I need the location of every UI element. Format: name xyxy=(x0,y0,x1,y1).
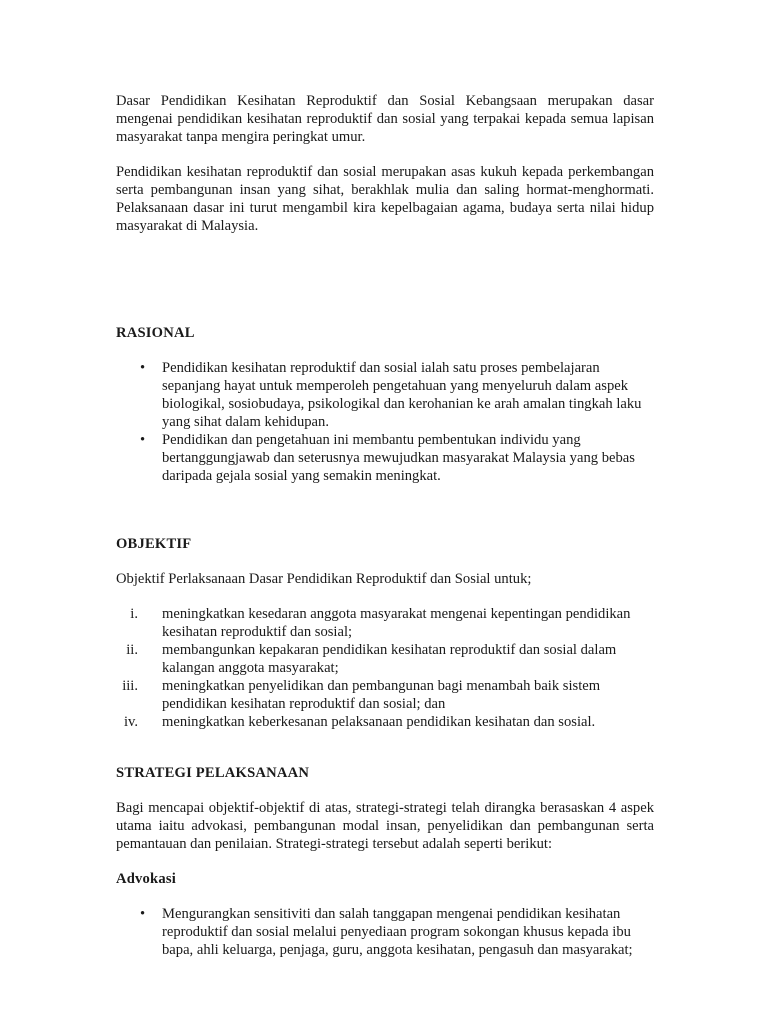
list-item xyxy=(116,605,654,641)
rasional-heading: RASIONAL xyxy=(116,325,195,341)
document-page xyxy=(116,92,654,959)
strategi-heading: STRATEGI PELAKSANAAN xyxy=(116,765,310,781)
list-item xyxy=(116,431,654,485)
advokasi-list xyxy=(116,905,654,959)
list-item xyxy=(116,905,654,959)
intro-paragraph-1: Dasar Pendidikan Kesihatan Reproduktif dan Sosial Kebangsaan merupakan dasar mengenai pendidikan kesihatan reproduktif dan sosial yang terpakai kepada semua lapisan masyarakat tanpa mengira peringkat umur. xyxy=(116,93,654,145)
list-item-text: Pendidikan dan pengetahuan ini membantu pembentukan individu yang bertanggungjawab dan seterusnya mewujudkan masyarakat Malaysia yang bebas daripada gejala sosial yang semakin meningkat. xyxy=(162,432,635,484)
list-item xyxy=(116,677,654,713)
advokasi-subheading: Advokasi xyxy=(116,871,176,887)
list-item-text: meningkatkan penyelidikan dan pembangunan bagi menambah baik sistem pendidikan kesihatan reproduktif dan sosial; dan xyxy=(162,678,601,712)
list-item xyxy=(116,713,654,731)
list-item-text: Pendidikan kesihatan reproduktif dan sosial ialah satu proses pembelajaran sepanjang hayat untuk memperoleh pengetahuan yang menyeluruh dalam aspek biologikal, sosiobudaya, psikologikal dan kerohanian ke arah amalan tingkah laku yang sihat dalam kehidupan. xyxy=(162,360,642,430)
list-item xyxy=(116,359,654,431)
strategi-intro: Bagi mencapai objektif-objektif di atas, strategi-strategi telah dirangka berasaskan 4 aspek utama iaitu advokasi, pembangunan modal insan, penyelidikan dan pembangunan serta pemantauan dan penilaian. Strategi-strategi tersebut adalah seperti berikut: xyxy=(116,800,654,852)
intro-paragraph-2: Pendidikan kesihatan reproduktif dan sosial merupakan asas kukuh kepada perkembangan serta pembangunan insan yang sihat, berakhlak mulia dan saling hormat-menghormati. Pelaksanaan dasar ini turut mengambil kira kepelbagaian agama, budaya serta nilai hidup masyarakat di Malaysia. xyxy=(116,164,654,234)
list-item-text: meningkatkan kesedaran anggota masyarakat mengenai kepentingan pendidikan kesihatan reproduktif dan sosial; xyxy=(162,606,631,640)
bullet-icon: • xyxy=(140,360,146,376)
list-number: iv. xyxy=(123,714,138,730)
list-item-text: meningkatkan keberkesanan pelaksanaan pendidikan kesihatan dan sosial. xyxy=(162,714,596,730)
bullet-icon: • xyxy=(140,432,146,448)
objektif-heading: OBJEKTIF xyxy=(116,536,192,552)
list-item xyxy=(116,641,654,677)
bullet-icon: • xyxy=(140,906,146,922)
objektif-list xyxy=(116,605,654,731)
list-item-text: Mengurangkan sensitiviti dan salah tanggapan mengenai pendidikan kesihatan reproduktif dan sosial melalui penyediaan program sokongan khusus kepada ibu bapa, ahli keluarga, penjaga, guru, anggota kesihatan, pengasuh dan masyarakat; xyxy=(162,906,633,958)
list-number: ii. xyxy=(126,642,138,658)
list-number: i. xyxy=(130,606,138,622)
list-number: iii. xyxy=(122,678,138,694)
list-item-text: membangunkan kepakaran pendidikan kesihatan reproduktif dan sosial dalam kalangan anggota masyarakat; xyxy=(162,642,617,676)
rasional-list xyxy=(116,359,654,485)
objektif-intro: Objektif Perlaksanaan Dasar Pendidikan Reproduktif dan Sosial untuk; xyxy=(116,571,532,587)
